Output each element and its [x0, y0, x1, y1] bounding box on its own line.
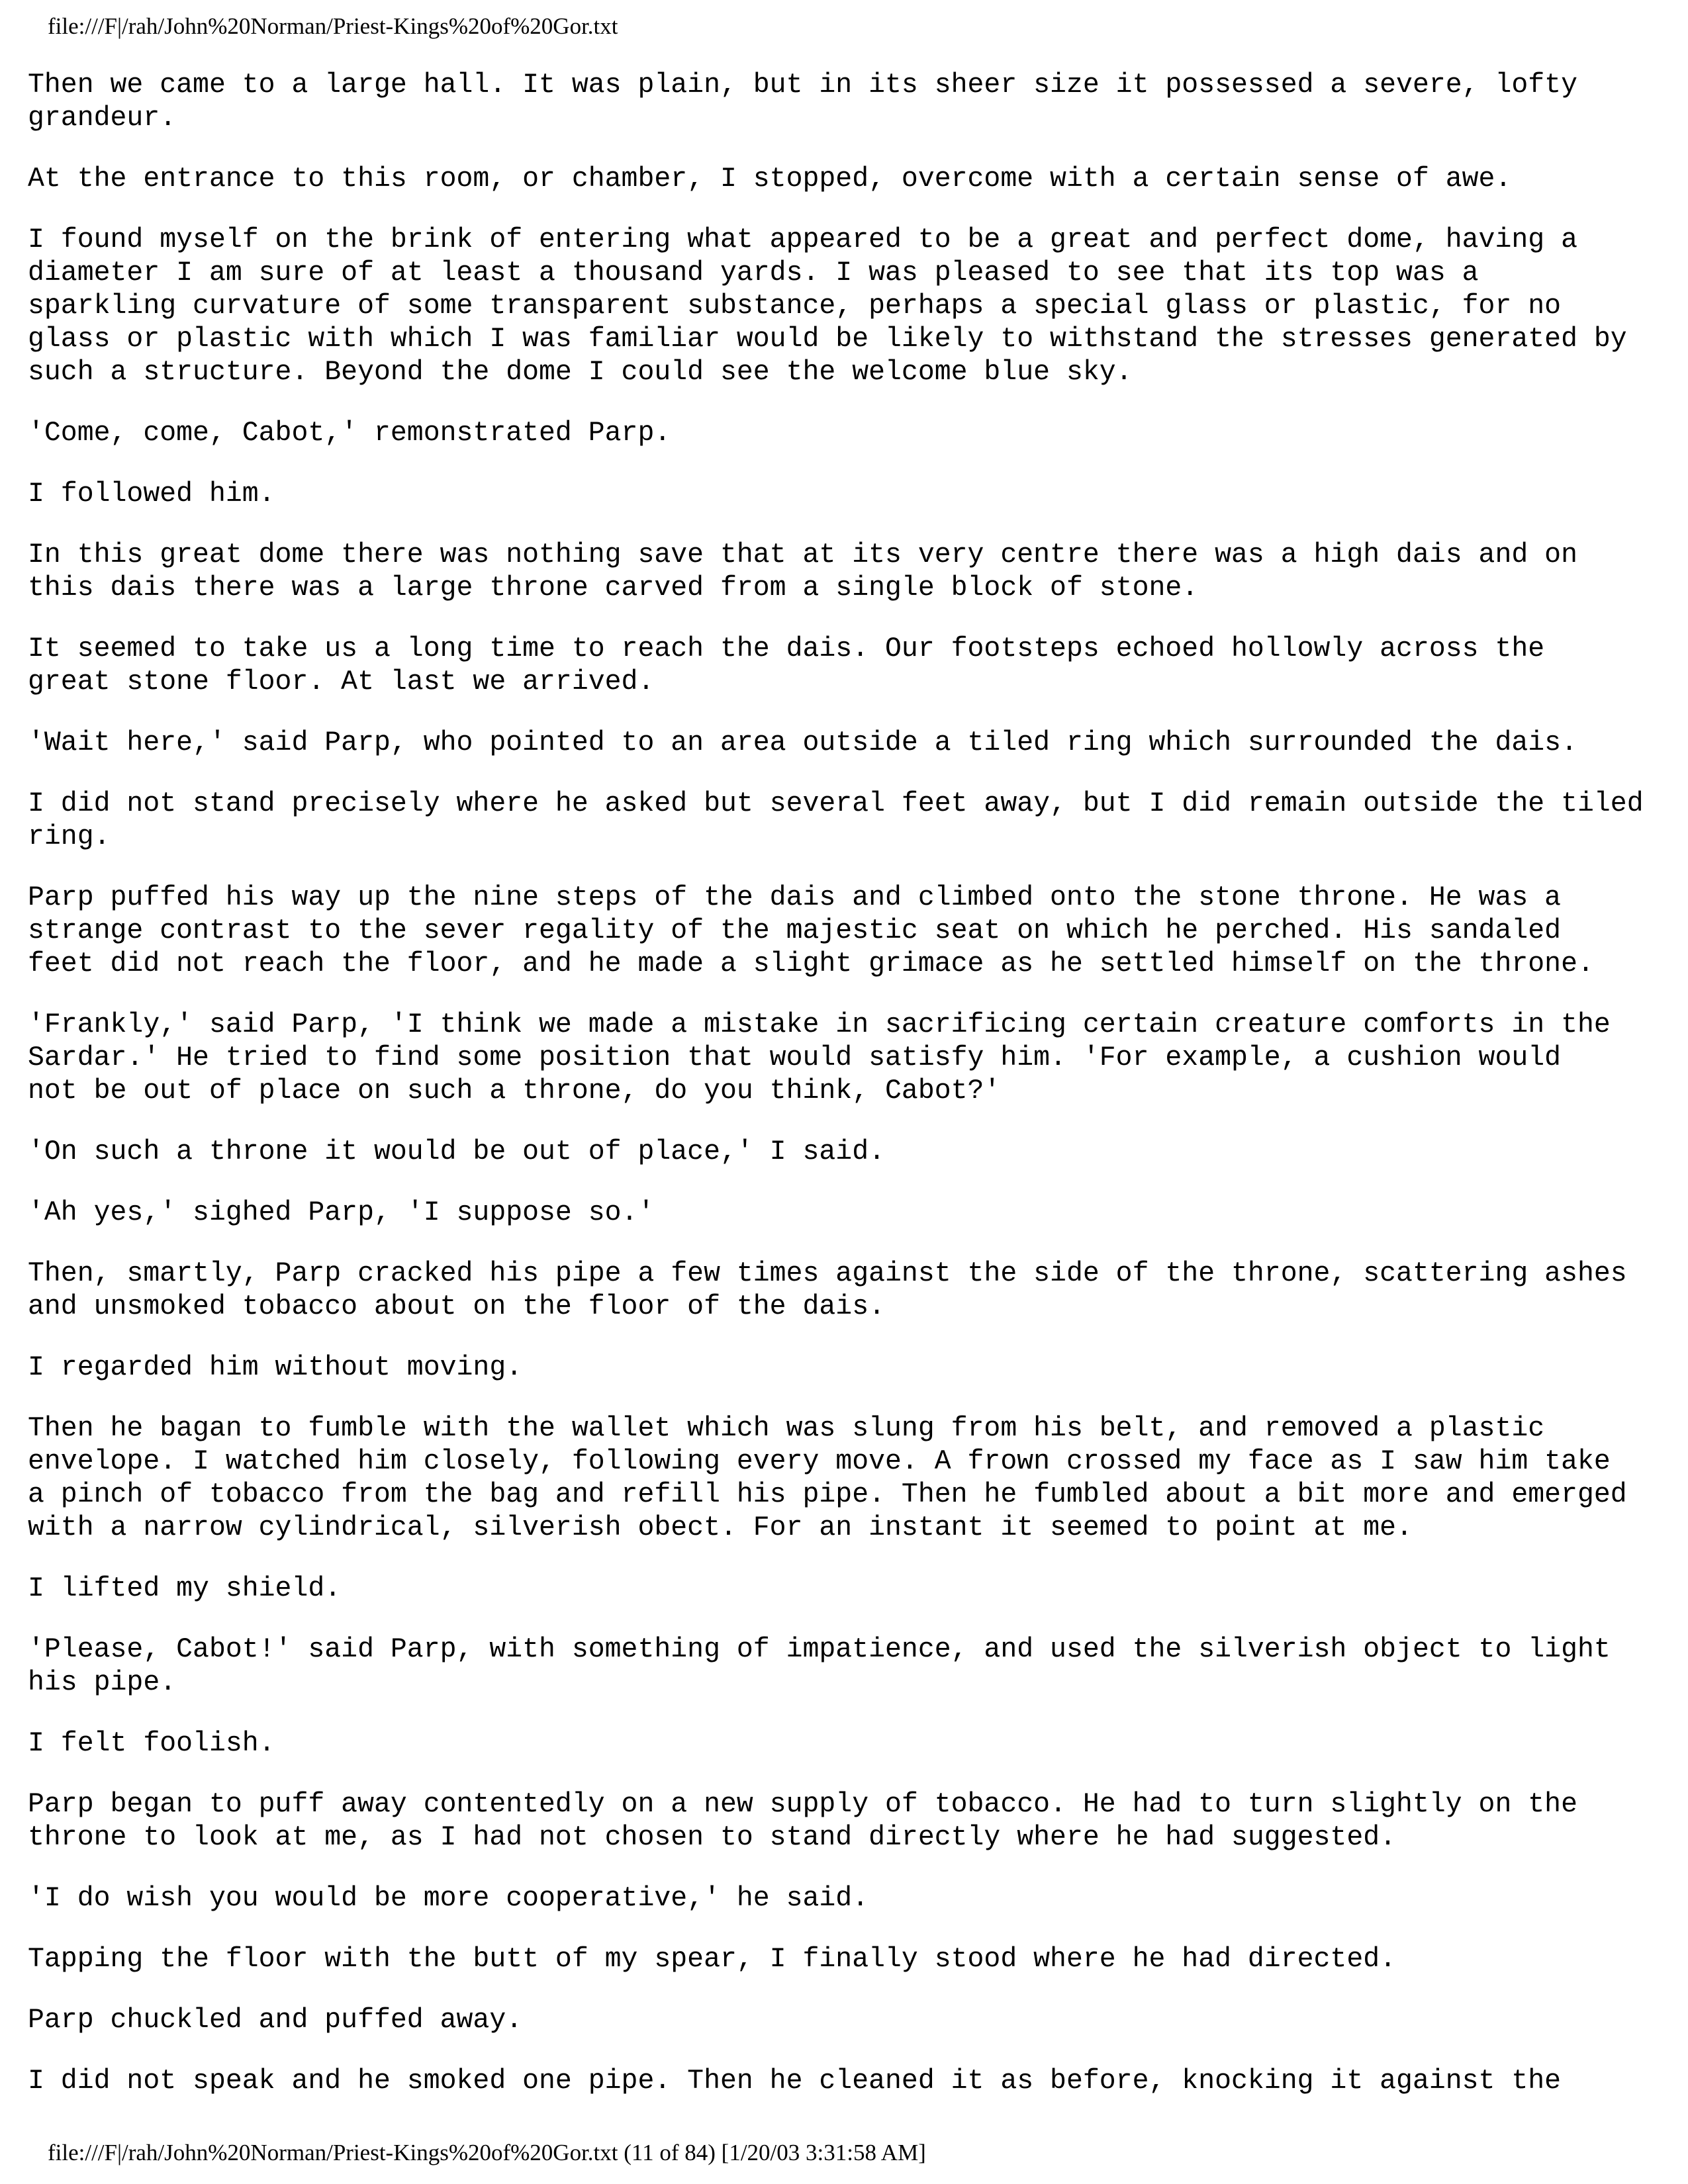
paragraph: 'On such a throne it would be out of place,' I said. — [28, 1136, 886, 1167]
paragraph: I did not speak and he smoked one pipe. Then he cleaned it as before, knocking it against the — [28, 2066, 1562, 2097]
paragraph: Parp puffed his way up the nine steps of the dais and climbed onto the stone throne. He was a strange contrast to the sever regality of the majestic seat on which he perched. His sandaled feet did not reach the floor, and he made a slight grimace as he settled himself on the throne. — [28, 882, 1594, 979]
paragraph: 'I do wish you would be more cooperative,' he said. — [28, 1883, 869, 1914]
paragraph: Then, smartly, Parp cracked his pipe a few times against the side of the throne, scattering ashes and unsmoked tobacco about on the floor of the dais. — [28, 1258, 1627, 1322]
page-header-path: file:///F|/rah/John%20Norman/Priest-Kings%20of%20Gor.txt — [48, 13, 618, 39]
paragraph: Tapping the floor with the butt of my spear, I finally stood where he had directed. — [28, 1944, 1397, 1975]
page-footer-path: file:///F|/rah/John%20Norman/Priest-Kings%20of%20Gor.txt (11 of 84) [1/20/03 3:31:58 AM] — [48, 2140, 926, 2165]
paragraph: 'Ah yes,' sighed Parp, 'I suppose so.' — [28, 1197, 655, 1228]
paragraph: In this great dome there was nothing save that at its very centre there was a high dais and on this dais there was a large throne carved from a single block of stone. — [28, 539, 1577, 604]
paragraph: 'Frankly,' said Parp, 'I think we made a mistake in sacrificing certain creature comforts in the Sardar.' He tried to find some position that would satisfy him. 'For example, a cushion would not be out of place on such a throne, do you think, Cabot?' — [28, 1009, 1611, 1107]
paragraph: I regarded him without moving. — [28, 1352, 523, 1383]
paragraph: 'Wait here,' said Parp, who pointed to an area outside a tiled ring which surrounded the dais. — [28, 727, 1577, 758]
paragraph: I found myself on the brink of entering what appeared to be a great and perfect dome, having a diameter I am sure of at least a thousand yards. I was pleased to see that its top was a sparkling curvature of some transparent substance, perhaps a special glass or plastic, for no glass or plastic with which I was familiar would be likely to withstand the stresses generated by such a structure. Beyond the dome I could see the welcome blue sky. — [28, 224, 1627, 388]
paragraph: Then he bagan to fumble with the wallet which was slung from his belt, and removed a plastic envelope. I watched him closely, following every move. A frown crossed my face as I saw him take a pinch of tobacco from the bag and refill his pipe. Then he fumbled about a bit more and emerged with a narrow cylindrical, silverish obect. For an instant it seemed to point at me. — [28, 1413, 1627, 1543]
paragraph: Parp chuckled and puffed away. — [28, 2005, 523, 2036]
paragraph: Parp began to puff away contentedly on a new supply of tobacco. He had to turn slightly on the throne to look at me, as I had not chosen to stand directly where he had suggested. — [28, 1789, 1577, 1853]
paragraph: 'Come, come, Cabot,' remonstrated Parp. — [28, 418, 671, 449]
paragraph: I followed him. — [28, 478, 275, 510]
paragraph: I did not stand precisely where he asked but several feet away, but I did remain outside the tiled ring. — [28, 788, 1644, 852]
document-body — [28, 69, 1663, 2126]
paragraph: It seemed to take us a long time to reach the dais. Our footsteps echoed hollowly across the great stone floor. At last we arrived. — [28, 633, 1545, 698]
paragraph: I lifted my shield. — [28, 1573, 342, 1604]
paragraph: At the entrance to this room, or chamber, I stopped, overcome with a certain sense of awe. — [28, 163, 1512, 195]
paragraph: 'Please, Cabot!' said Parp, with something of impatience, and used the silverish object to light his pipe. — [28, 1634, 1611, 1698]
paragraph: I felt foolish. — [28, 1728, 275, 1759]
paragraph: Then we came to a large hall. It was plain, but in its sheer size it possessed a severe, lofty grandeur. — [28, 69, 1577, 134]
